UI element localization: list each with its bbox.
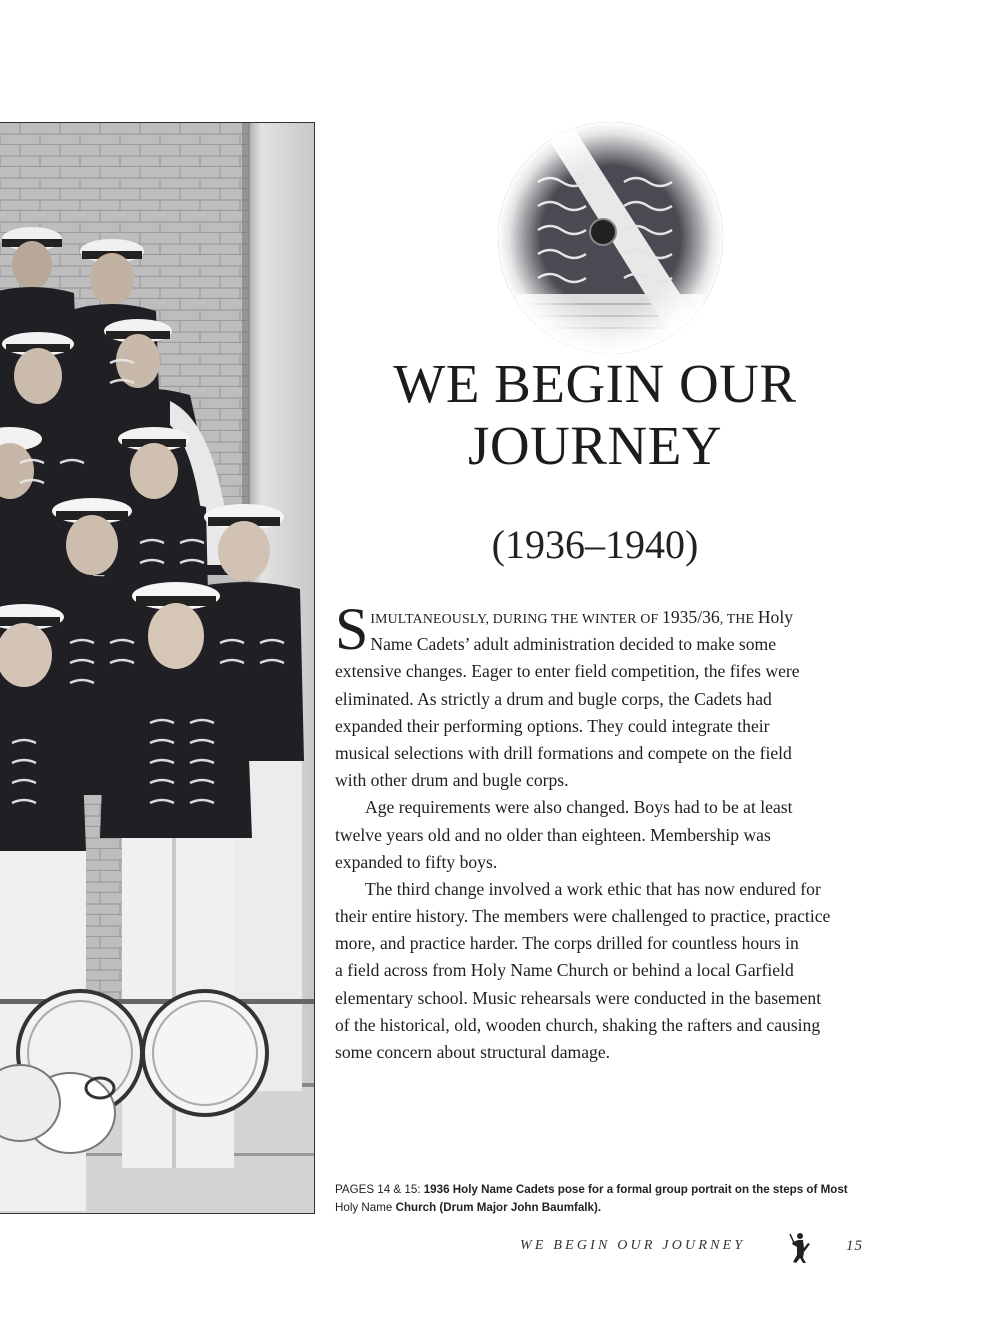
group-portrait-illustration bbox=[0, 123, 314, 1213]
caption-bold-2: Church (Drum Major John Baumfalk). bbox=[395, 1201, 602, 1214]
uniform-detail-medallion bbox=[498, 122, 723, 354]
caption-label: PAGES 14 & 15: bbox=[335, 1183, 421, 1196]
body-line: a field across from Holy Name Church or behind a local Garfield bbox=[335, 960, 794, 981]
body-line: elementary school. Music rehearsals were conducted in the basement bbox=[335, 987, 822, 1008]
caption-plain: Holy Name bbox=[335, 1201, 393, 1214]
group-portrait-photo bbox=[0, 122, 315, 1214]
caption-bold-1: 1936 Holy Name Cadets pose for a formal group portrait on the steps of Most bbox=[423, 1183, 848, 1196]
body-line bbox=[335, 604, 860, 631]
body-line: eliminated. As strictly a drum and bugle corps, the Cadets had bbox=[335, 688, 772, 709]
opening-rest: Holy bbox=[757, 607, 793, 627]
body-line: Age requirements were also changed. Boys had to be at least bbox=[365, 797, 793, 818]
body-line: musical selections with drill formations and compete on the field bbox=[335, 742, 792, 763]
chapter-title-line-2: JOURNEY bbox=[467, 415, 723, 476]
small-caps-opening-2: , THE bbox=[719, 611, 758, 626]
body-line: some concern about structural damage. bbox=[335, 1042, 611, 1062]
body-line: Name Cadets’ adult administration decided to make some bbox=[370, 634, 777, 655]
body-line: their entire history. The members were challenged to practice, practice bbox=[335, 906, 831, 927]
photo-caption bbox=[335, 1181, 855, 1217]
body-line: extensive changes. Eager to enter field competition, the fifes were bbox=[335, 661, 800, 682]
chapter-years: (1936–1940) bbox=[491, 522, 699, 567]
small-caps-opening: IMULTANEOUSLY, DURING THE WINTER OF bbox=[370, 611, 663, 626]
running-head: WE BEGIN OUR JOURNEY bbox=[520, 1238, 746, 1253]
body-text bbox=[335, 596, 860, 1066]
opening-year: 1935/36 bbox=[662, 607, 720, 627]
body-line: expanded to fifty boys. bbox=[335, 851, 498, 872]
chapter-title bbox=[330, 353, 860, 477]
uniform-detail-illustration bbox=[498, 122, 723, 354]
body-line: expanded their performing options. They could integrate their bbox=[335, 715, 770, 736]
drop-cap: S bbox=[335, 596, 369, 662]
drum-major-silhouette-icon bbox=[786, 1232, 812, 1264]
body-line: twelve years old and no older than eighteen. Membership was bbox=[335, 824, 771, 845]
page-number: 15 bbox=[846, 1238, 863, 1254]
body-line: The third change involved a work ethic that has now endured for bbox=[365, 878, 821, 899]
body-line: more, and practice harder. The corps drilled for countless hours in bbox=[335, 933, 799, 954]
body-line: of the historical, old, wooden church, shaking the rafters and causing bbox=[335, 1014, 821, 1035]
chapter-title-line-1: WE BEGIN OUR bbox=[393, 353, 797, 414]
body-line: with other drum and bugle corps. bbox=[335, 770, 569, 791]
